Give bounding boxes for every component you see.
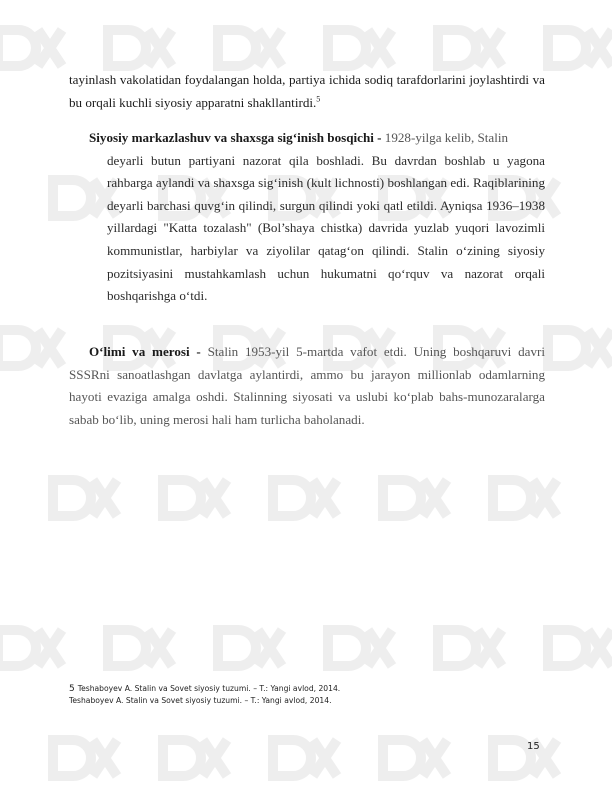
- watermark-logo-icon: [0, 30, 62, 66]
- paragraph-centralization: [69, 127, 545, 308]
- paragraph-centralization-first-text: 1928-yilga kelib, Stalin: [381, 130, 509, 145]
- footnote-text: Teshaboyev A. Stalin va Sovet siyosiy tuzumi. – T.: Yangi avlod, 2014.: [69, 696, 332, 705]
- section-heading-death-legacy: O‘limi va merosi -: [89, 344, 201, 359]
- paragraph-intro-text: tayinlash vakolatidan foydalangan holda, partiya ichida sodiq tarafdorlarini joylashtirdi va bu orqali kuchli siyosiy apparatni shakllantirdi.: [69, 72, 545, 110]
- paragraph-centralization-lead: [69, 127, 545, 150]
- footnote-text: Teshaboyev A. Stalin va Sovet siyosiy tuzumi. – T.: Yangi avlod, 2014.: [77, 684, 341, 693]
- footnote-item: [69, 683, 539, 695]
- footnote-item: [69, 695, 539, 707]
- paragraph-centralization-text: deyarli butun partiyani nazorat qila boshladi. Bu davrdan boshlab u yagona rahbarga aylandi va shaxsga sig‘inish (kult lichnosti) boshlangan edi. Raqiblarining deyarli barchasi quvg‘in qilindi, surgun qilindi yoki qatl etildi. Ayniqsa 1936–1938 yillardagi "Katta tozalash" (Bol’shaya chistka) davrida yuzlab yuqori lavozimli kommunistlar, harbiylar va ziyolilar qatag‘on qilindi. Stalin o‘zining siyosiy pozitsiyasini mustahkamlash uchun hukumatni qo‘rquv va nazorat orqali boshqarishga o‘tdi.: [107, 152, 545, 304]
- footnotes: [69, 683, 539, 707]
- footnote-number: 5: [69, 684, 75, 694]
- page-number: 15: [527, 741, 540, 752]
- paragraph-intro: [69, 69, 545, 114]
- paragraph-death-legacy-text: Stalin 1953-yil 5-martda vafot etdi. Uning boshqaruvi davri SSSRni sanoatlashgan davlatga aylantirdi, ammo bu jarayon millionlab odamlarning hayoti evaziga amalga oshdi. Stalinning siyosati va uslubi ko‘plab bahs-munozaralarga sabab bo‘lib, uning merosi hali ham turlicha baholanadi.: [69, 344, 545, 427]
- footnote-ref[interactable]: 5: [316, 94, 321, 104]
- section-heading-centralization: Siyosiy markazlashuv va shaxsga sig‘inish bosqichi -: [89, 130, 382, 145]
- paragraph-death-legacy: [69, 341, 545, 431]
